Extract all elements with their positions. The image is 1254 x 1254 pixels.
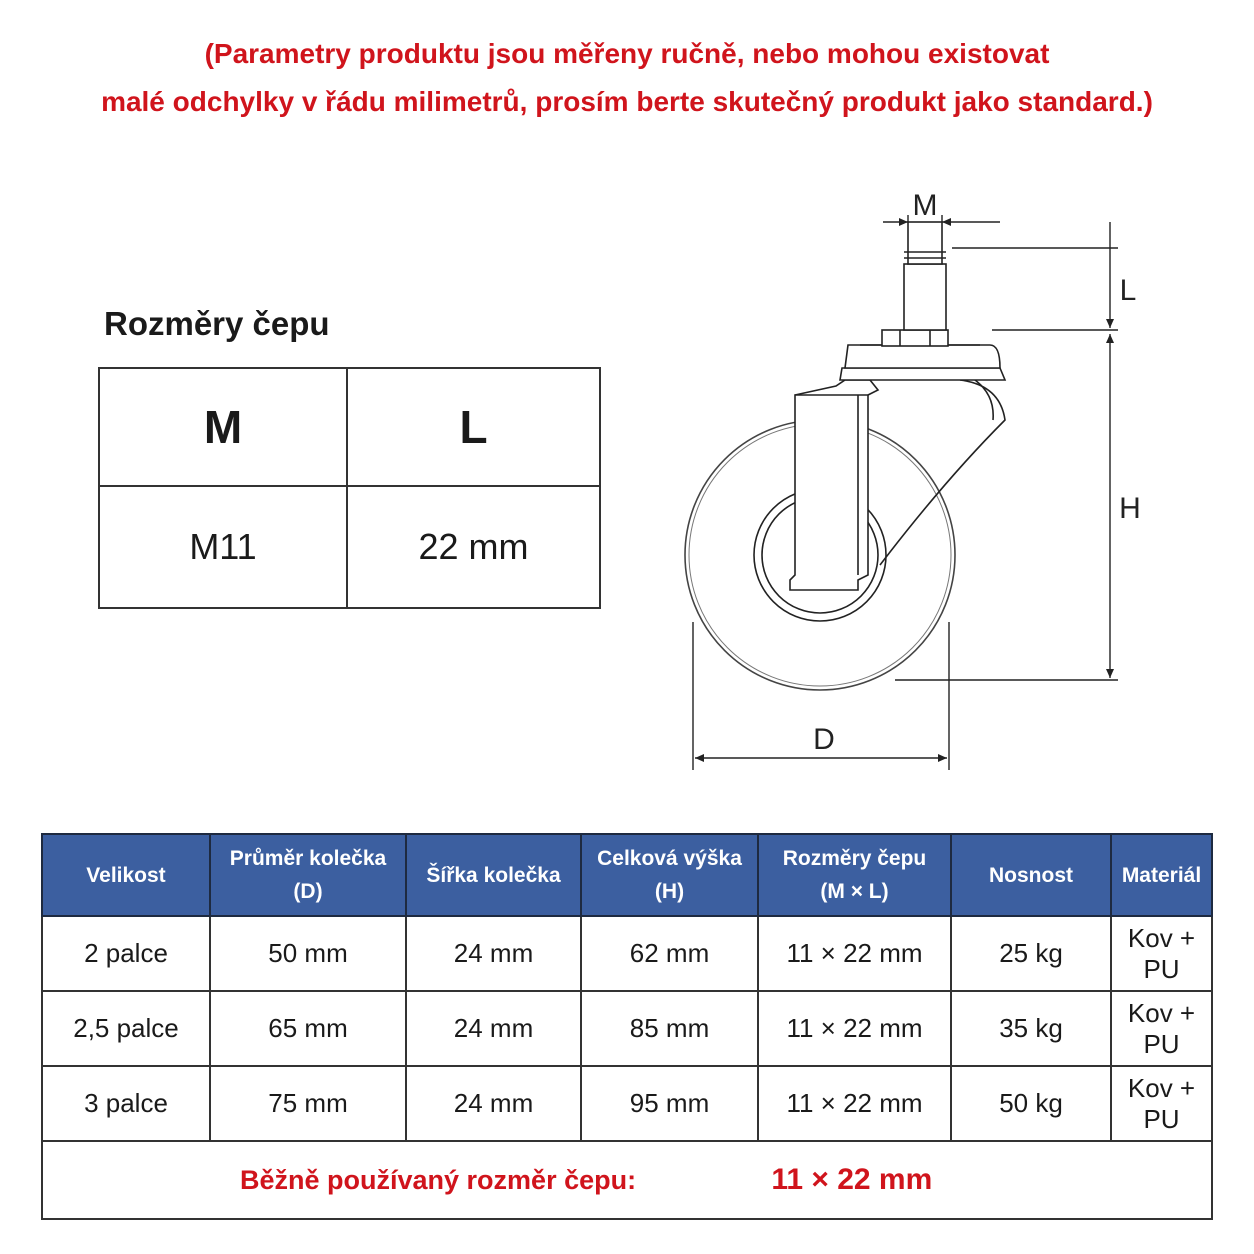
disclaimer-line-2: malé odchylky v řádu milimetrů, prosím berte skutečný produkt jako standard.) [101,86,1153,117]
disclaimer-line-1: (Parametry produktu jsou měřeny ručně, nebo mohou existovat [204,38,1050,69]
cell-height: 62 mm [581,916,758,991]
cell-diameter: 50 mm [210,916,406,991]
header-wheel-width: Šířka kolečka [406,834,581,916]
cell-diameter: 75 mm [210,1066,406,1141]
caster-outline [685,222,1005,690]
pin-dimensions-title: Rozměry čepu [104,305,330,342]
cell-size: 2,5 palce [42,991,210,1066]
table-row [42,916,1212,991]
disclaimer-notice [0,30,1254,126]
cell-width: 24 mm [406,916,581,991]
cell-pin: 11 × 22 mm [758,991,951,1066]
pin-header-m: M [99,368,347,486]
cell-material: Kov + PU [1111,1066,1212,1141]
cell-load: 25 kg [951,916,1111,991]
common-pin-size-cell [42,1141,1212,1219]
cell-pin: 11 × 22 mm [758,916,951,991]
cell-width: 24 mm [406,1066,581,1141]
specifications-table [41,833,1213,1220]
dim-label-h: H [1119,492,1141,525]
cell-width: 24 mm [406,991,581,1066]
header-pin-dimensions: Rozměry čepu (M × L) [758,834,951,916]
pin-header-l: L [347,368,600,486]
dim-label-l: L [1119,274,1137,307]
cell-pin: 11 × 22 mm [758,1066,951,1141]
cell-size: 3 palce [42,1066,210,1141]
cell-material: Kov + PU [1111,991,1212,1066]
cell-height: 95 mm [581,1066,758,1141]
pin-dimensions-table [98,367,601,609]
cell-material: Kov + PU [1111,916,1212,991]
cell-height: 85 mm [581,991,758,1066]
header-total-height: Celková výška (H) [581,834,758,916]
dim-label-m: M [912,189,938,222]
common-pin-size-label: Běžně používaný rozměr čepu: [240,1165,637,1195]
pin-value-m: M11 [99,486,347,608]
header-load-capacity: Nosnost [951,834,1111,916]
cell-load: 35 kg [951,991,1111,1066]
table-row [42,1066,1212,1141]
header-wheel-diameter: Průměr kolečka (D) [210,834,406,916]
header-material: Materiál [1111,834,1212,916]
header-size: Velikost [42,834,210,916]
table-row [42,991,1212,1066]
common-pin-size-value: 11 × 22 mm [771,1163,933,1196]
cell-load: 50 kg [951,1066,1111,1141]
caster-wheel-drawing [660,180,1160,780]
cell-size: 2 palce [42,916,210,991]
footer-row [42,1141,1212,1219]
spec-header-row [42,834,1212,916]
pin-value-l: 22 mm [347,486,600,608]
dim-label-d: D [813,723,835,756]
cell-diameter: 65 mm [210,991,406,1066]
